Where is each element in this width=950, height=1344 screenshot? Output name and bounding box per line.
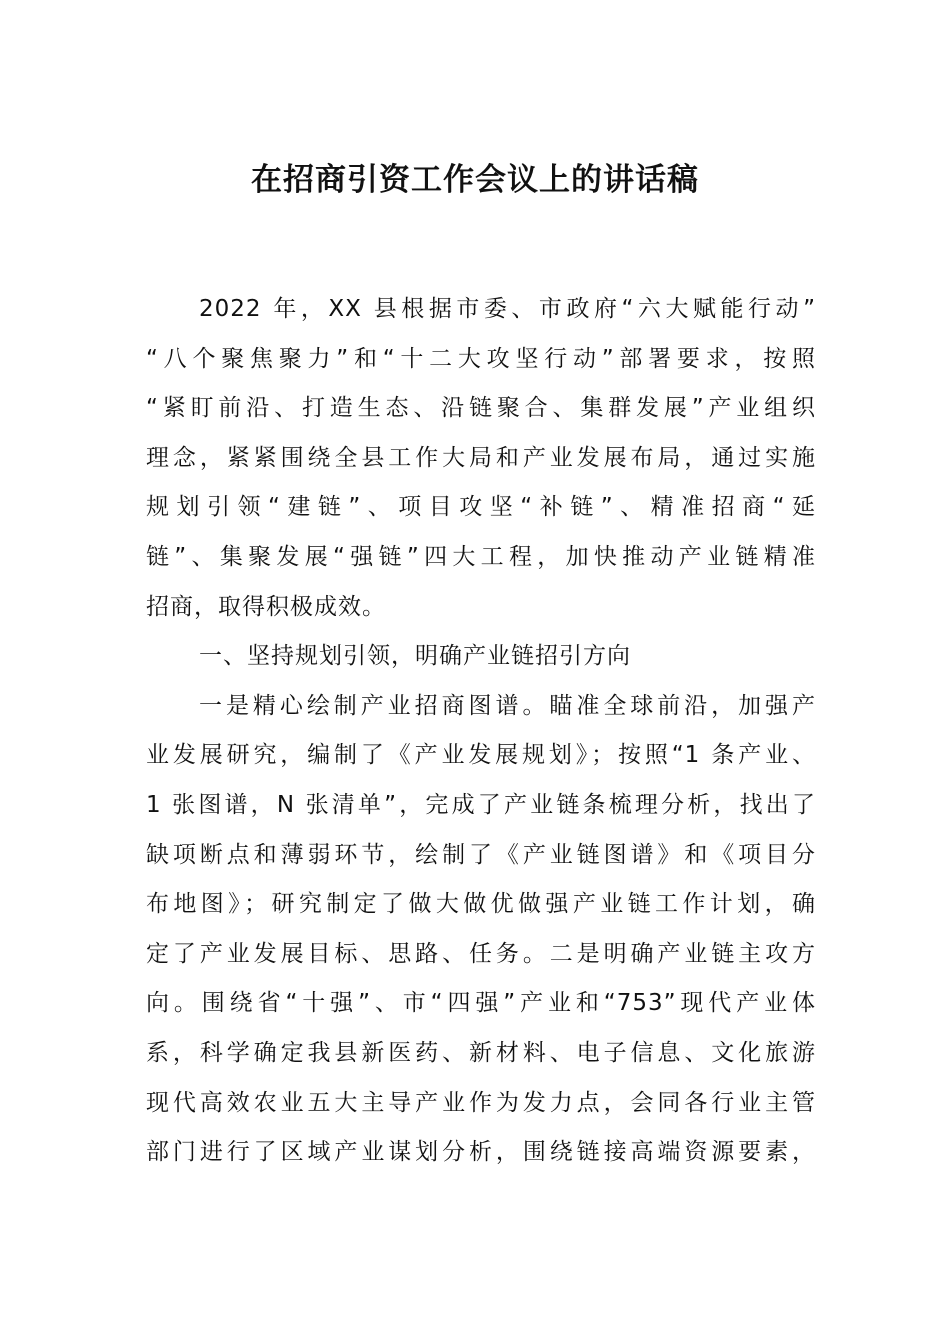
- paragraph-line: 部门进行了区域产业谋划分析，围绕链接高端资源要素，: [146, 1139, 816, 1166]
- paragraph-line: 向。围绕省“十强”、市“四强”产业和“753”现代产业体: [146, 990, 816, 1017]
- paragraph-line: 系，科学确定我县新医药、新材料、电子信息、文化旅游: [146, 1039, 816, 1066]
- paragraph-line: “八个聚焦聚力”和“十二大攻坚行动”部署要求，按照: [146, 345, 816, 372]
- paragraph-line: 布地图》；研究制定了做大做优做强产业链工作计划，确: [146, 891, 816, 918]
- document-title: 在招商引资工作会议上的讲话稿: [251, 162, 699, 198]
- paragraph-line: 理念，紧紧围绕全县工作大局和产业发展布局，通过实施: [146, 444, 816, 471]
- paragraph-line: 2022 年，XX 县根据市委、市政府“六大赋能行动”: [199, 296, 816, 322]
- paragraph-line: 规划引领“建链”、项目攻坚“补链”、精准招商“延: [146, 494, 816, 521]
- paragraph-line: 招商，取得积极成效。: [146, 593, 386, 620]
- paragraph-line: 缺项断点和薄弱环节，绘制了《产业链图谱》和《项目分: [146, 841, 816, 868]
- paragraph-line: 1 张图谱，N 张清单”，完成了产业链条梳理分析，找出了: [146, 791, 816, 818]
- document-body: [146, 285, 816, 1178]
- paragraph-line: 定了产业发展目标、思路、任务。二是明确产业链主攻方: [146, 940, 816, 967]
- paragraph-line: “紧盯前沿、打造生态、沿链聚合、集群发展”产业组织: [146, 395, 816, 422]
- paragraph-line: 一是精心绘制产业招商图谱。瞄准全球前沿，加强产: [199, 692, 816, 719]
- paragraph-line: 链”、集聚发展“强链”四大工程，加快推动产业链精准: [146, 543, 816, 570]
- paragraph-line: 现代高效农业五大主导产业作为发力点，会同各行业主管: [146, 1089, 816, 1116]
- paragraph-line: 业发展研究，编制了《产业发展规划》；按照“1 条产业、: [146, 742, 816, 769]
- section-heading: 一、坚持规划引领，明确产业链招引方向: [199, 643, 631, 670]
